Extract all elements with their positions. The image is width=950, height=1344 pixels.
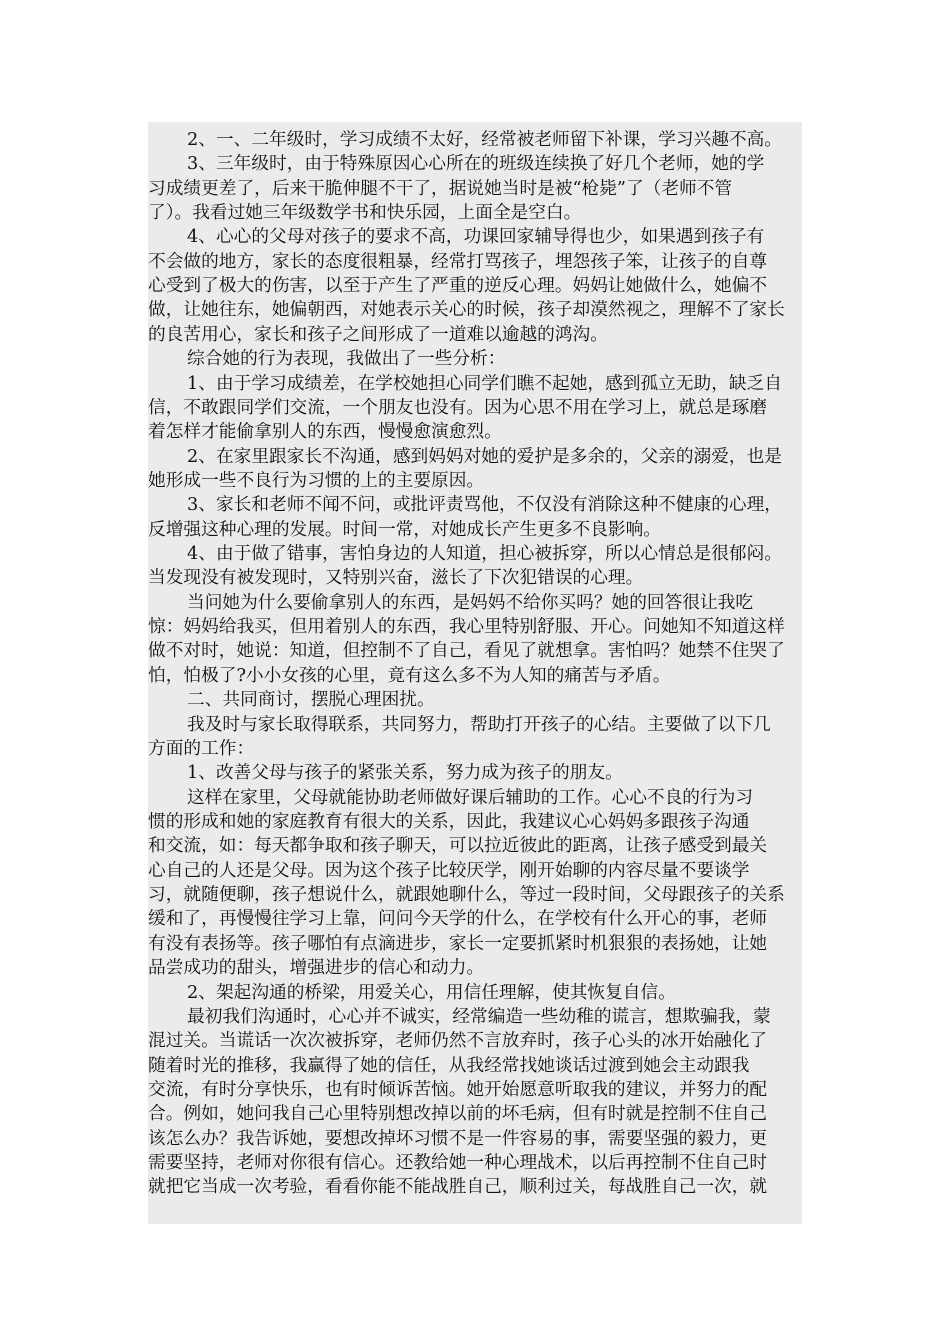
text-line: 交流，有时分享快乐，也有时倾诉苦恼。她开始愿意听取我的建议，并努力的配 xyxy=(148,1080,768,1100)
text-line: 习成绩更差了，后来干脆伸腿不干了，据说她当时是被“枪毙”了（老师不管 xyxy=(148,179,733,199)
text-line: 我及时与家长取得联系，共同努力，帮助打开孩子的心结。主要做了以下几 xyxy=(187,715,771,735)
text-line: 4、心心的父母对孩子的要求不高，功课回家辅导得也少，如果遇到孩子有 xyxy=(187,227,765,247)
text-line: 品尝成功的甜头，增强进步的信心和动力。 xyxy=(148,958,485,978)
text-line: 有没有表扬等。孩子哪怕有点滴进步，家长一定要抓紧时机狠狠的表扬她，让她 xyxy=(148,934,768,954)
text-line: 随着时光的推移，我赢得了她的信任，从我经常找她谈话过渡到她会主动跟我 xyxy=(148,1056,750,1076)
text-line: 2、在家里跟家长不沟通，感到妈妈对她的爱护是多余的，父亲的溺爱，也是 xyxy=(187,447,782,467)
text-line: 2、架起沟通的桥梁，用爱关心，用信任理解，使其恢复自信。 xyxy=(187,983,676,1003)
text-line: 4、由于做了错事，害怕身边的人知道，担心被拆穿，所以心情总是很郁闷。 xyxy=(187,544,782,564)
text-line: 心自己的人还是父母。因为这个孩子比较厌学，刚开始聊的内容尽量不要谈学 xyxy=(148,861,750,881)
text-line: 3、三年级时，由于特殊原因心心所在的班级连续换了好几个老师，她的学 xyxy=(187,154,765,174)
text-line: 2、一、二年级时，学习成绩不太好，经常被老师留下补课，学习兴趣不高。 xyxy=(187,130,782,150)
text-line: 了）。我看过她三年级数学书和快乐园，上面全是空白。 xyxy=(148,203,582,223)
text-line: 最初我们沟通时，心心并不诚实，经常编造一些幼稚的谎言，想欺骗我，蒙 xyxy=(187,1007,771,1027)
text-line: 不会做的地方，家长的态度很粗暴，经常打骂孩子，埋怨孩子笨，让孩子的自尊 xyxy=(148,252,768,272)
text-line: 1、改善父母与孩子的紧张关系，努力成为孩子的朋友。 xyxy=(187,763,623,783)
text-line: 就把它当成一次考验，看看你能不能战胜自己，顺利过关，每战胜自己一次，就 xyxy=(148,1177,768,1197)
text-line: 该怎么办？我告诉她，要想改掉坏习惯不是一件容易的事，需要坚强的毅力，更 xyxy=(148,1129,768,1149)
text-line: 当发现没有被发现时，又特别兴奋，滋长了下次犯错误的心理。 xyxy=(148,568,644,588)
text-line: 她形成一些不良行为习惯的上的主要原因。 xyxy=(148,471,485,491)
text-line: 信，不敢跟同学们交流，一个朋友也没有。因为心思不用在学习上，就总是琢磨 xyxy=(148,398,768,418)
text-line: 惊：妈妈给我买，但用着别人的东西，我心里特别舒服、开心。问她知不知道这样 xyxy=(148,617,785,637)
text-line: 当问她为什么要偷拿别人的东西，是妈妈不给你买吗？她的回答很让我吃 xyxy=(187,593,754,613)
document-text-block xyxy=(148,122,802,1224)
text-line: 怕，怕极了?小小女孩的心里，竟有这么多不为人知的痛苦与矛盾。 xyxy=(148,666,671,686)
text-line: 反增强这种心理的发展。时间一常，对她成长产生更多不良影响。 xyxy=(148,520,661,540)
text-line: 的良苦用心，家长和孩子之间形成了一道难以逾越的鸿沟。 xyxy=(148,325,608,345)
text-line: 着怎样才能偷拿别人的东西，慢慢愈演愈烈。 xyxy=(148,422,502,442)
text-line: 综合她的行为表现，我做出了一些分析： xyxy=(187,349,506,369)
text-line: 心受到了极大的伤害，以至于产生了严重的逆反心理。妈妈让她做什么，她偏不 xyxy=(148,276,768,296)
text-line: 3、家长和老师不闻不问，或批评责骂他，不仅没有消除这种不健康的心理， xyxy=(187,495,782,515)
text-line: 合。例如，她问我自己心里特别想改掉以前的坏毛病，但有时就是控制不住自己 xyxy=(148,1104,768,1124)
text-line: 1、由于学习成绩差，在学校她担心同学们瞧不起她，感到孤立无助，缺乏自 xyxy=(187,374,782,394)
text-line: 方面的工作： xyxy=(148,739,255,759)
text-line: 混过关。当谎话一次次被拆穿，老师仍然不言放弃时，孩子心头的冰开始融化了 xyxy=(148,1031,768,1051)
text-line: 惯的形成和她的家庭教育有很大的关系，因此，我建议心心妈妈多跟孩子沟通 xyxy=(148,812,750,832)
text-line: 缓和了，再慢慢往学习上靠，问问今天学的什么，在学校有什么开心的事，老师 xyxy=(148,909,768,929)
text-line: 做不对时，她说：知道，但控制不了自己，看见了就想拿。害怕吗？她禁不住哭了 xyxy=(148,641,785,661)
section-heading: 二、共同商讨，摆脱心理困扰。 xyxy=(187,690,435,710)
text-line: 和交流，如：每天都争取和孩子聊天，可以拉近彼此的距离，让孩子感受到最关 xyxy=(148,836,768,856)
text-line: 做，让她往东，她偏朝西，对她表示关心的时候，孩子却漠然视之，理解不了家长 xyxy=(148,300,785,320)
text-line: 需要坚持，老师对你很有信心。还教给她一种心理战术，以后再控制不住自己时 xyxy=(148,1153,768,1173)
text-line: 习，就随便聊，孩子想说什么，就跟她聊什么，等过一段时间，父母跟孩子的关系 xyxy=(148,885,785,905)
text-line: 这样在家里，父母就能协助老师做好课后辅助的工作。心心不良的行为习 xyxy=(187,788,754,808)
